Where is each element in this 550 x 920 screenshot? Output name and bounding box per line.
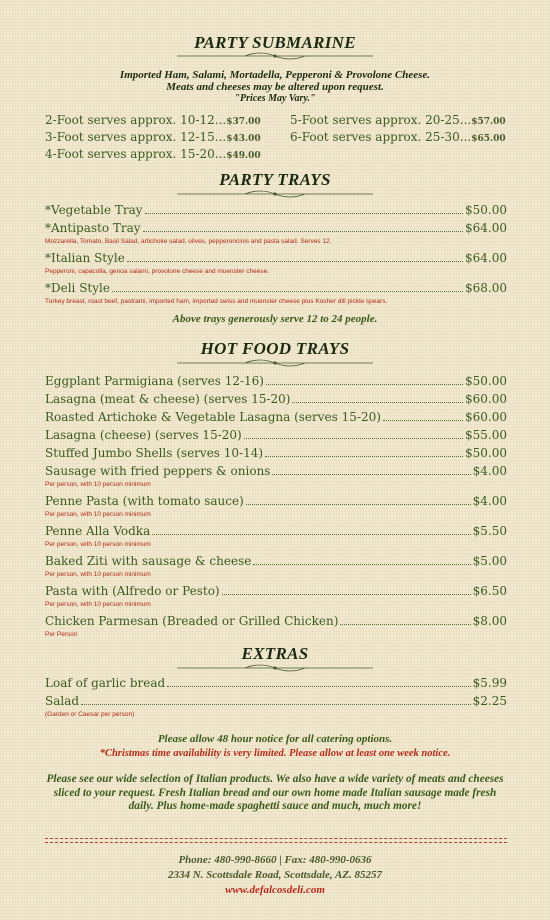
catering-notice: Please allow 48 hour notice for all catering options. (157, 733, 393, 745)
party-trays-title: PARTY TRAYS (219, 170, 331, 189)
ornament-divider (0, 358, 550, 368)
sub-size-6ft: 6-Foot serves approx. 25-30...$65.00 (290, 130, 506, 144)
item-description: Per person, with 10 person minimum (45, 601, 151, 608)
menu-item-sausage-peppers: Sausage with fried peppers & onions $4.00 (45, 464, 507, 478)
menu-item-italian-style: *Italian Style $64.00 (45, 251, 507, 265)
item-description: Per person, with 10 person minimum (45, 571, 151, 578)
sub-size-5ft: 5-Foot serves approx. 20-25...$57.00 (290, 113, 506, 127)
ornament-divider (0, 51, 550, 61)
sub-size-4ft: 4-Foot serves approx. 15-20...$49.00 (45, 147, 261, 161)
menu-item-garlic-bread: Loaf of garlic bread $5.99 (45, 676, 507, 690)
menu-item-lasagna-meat-cheese: Lasagna (meat & cheese) (serves 15-20) $60.00 (45, 392, 507, 406)
ornament-divider (0, 189, 550, 199)
menu-item-antipasto-tray: *Antipasto Tray $64.00 (45, 221, 507, 235)
italian-products-paragraph: Please see our wide selection of Italian products. We also have a wide variety of meats and cheeses sliced to your request. Fresh Italian bread and our own home made Italian sausage made fresh daily. Plus home-made spaghetti sauce and much, much more! (46, 773, 504, 812)
item-description: Per person, with 10 person minimum (45, 511, 151, 518)
footer-contact (0, 853, 550, 898)
menu-item-deli-style: *Deli Style $68.00 (45, 281, 507, 295)
item-description: (Garden or Caesar per person) (45, 711, 135, 718)
footer-website-link[interactable]: www.defalcosdeli.com (225, 884, 325, 896)
submarine-description (0, 69, 550, 105)
sub-size-3ft: 3-Foot serves approx. 12-15...$43.00 (45, 130, 261, 144)
footer-phone-fax: Phone: 480-990-8660 | Fax: 480-990-0636 (178, 854, 372, 866)
christmas-notice: *Christmas time availability is very limited. Please allow at least one week notice. (99, 748, 451, 759)
menu-item-penne-pasta: Penne Pasta (with tomato sauce) $4.00 (45, 494, 507, 508)
footer-address: 2334 N. Scottsdale Road, Scottsdale, AZ. 85257 (167, 869, 383, 881)
menu-item-lasagna-cheese: Lasagna (cheese) (serves 15-20) $55.00 (45, 428, 507, 442)
item-description: Turkey breast, roast beef, pastrami, imported ham, imported swiss and muenster cheese plus Kosher dill pickle spears. (45, 298, 388, 305)
menu-item-artichoke-lasagna: Roasted Artichoke & Vegetable Lasagna (serves 15-20) $60.00 (45, 410, 507, 424)
extras-title: EXTRAS (241, 644, 309, 663)
menu-item-baked-ziti: Baked Ziti with sausage & cheese $5.00 (45, 554, 507, 568)
item-description: Pepperoni, capacolla, genoa salami, provolone cheese and muenster cheese. (45, 268, 270, 275)
submarine-line-1: Imported Ham, Salami, Mortadella, Pepperoni & Provolone Cheese. (119, 69, 431, 81)
submarine-line-3: "Prices May Vary." (234, 93, 316, 104)
trays-serving-note: Above trays generously serve 12 to 24 people. (172, 313, 378, 325)
item-description: Per person, with 10 person minimum (45, 541, 151, 548)
item-description: Per person, with 10 person minimum (45, 481, 151, 488)
ornament-divider (0, 663, 550, 673)
dashed-divider (45, 838, 507, 839)
menu-item-penne-vodka: Penne Alla Vodka $5.50 (45, 524, 507, 538)
menu-item-stuffed-shells: Stuffed Jumbo Shells (serves 10-14) $50.00 (45, 446, 507, 460)
sub-size-2ft: 2-Foot serves approx. 10-12...$37.00 (45, 113, 261, 127)
party-submarine-title: PARTY SUBMARINE (194, 33, 356, 52)
menu-item-eggplant-parmigiana: Eggplant Parmigiana (serves 12-16) $50.00 (45, 374, 507, 388)
hot-food-trays-title: HOT FOOD TRAYS (200, 339, 350, 358)
menu-item-pasta-alfredo-pesto: Pasta with (Alfredo or Pesto) $6.50 (45, 584, 507, 598)
submarine-line-2: Meats and cheeses may be altered upon request. (166, 81, 384, 93)
item-description: Per Person (45, 631, 78, 638)
menu-item-chicken-parmesan: Chicken Parmesan (Breaded or Grilled Chicken) $8.00 (45, 614, 507, 628)
menu-item-salad: Salad $2.25 (45, 694, 507, 708)
dashed-divider (45, 842, 507, 843)
item-description: Mozzarella, Tomato, Basil Salad, artichoke salad, olives, pepperoncinis and pasta salad. Serves 12. (45, 238, 332, 245)
menu-item-vegetable-tray: *Vegetable Tray $50.00 (45, 203, 507, 217)
